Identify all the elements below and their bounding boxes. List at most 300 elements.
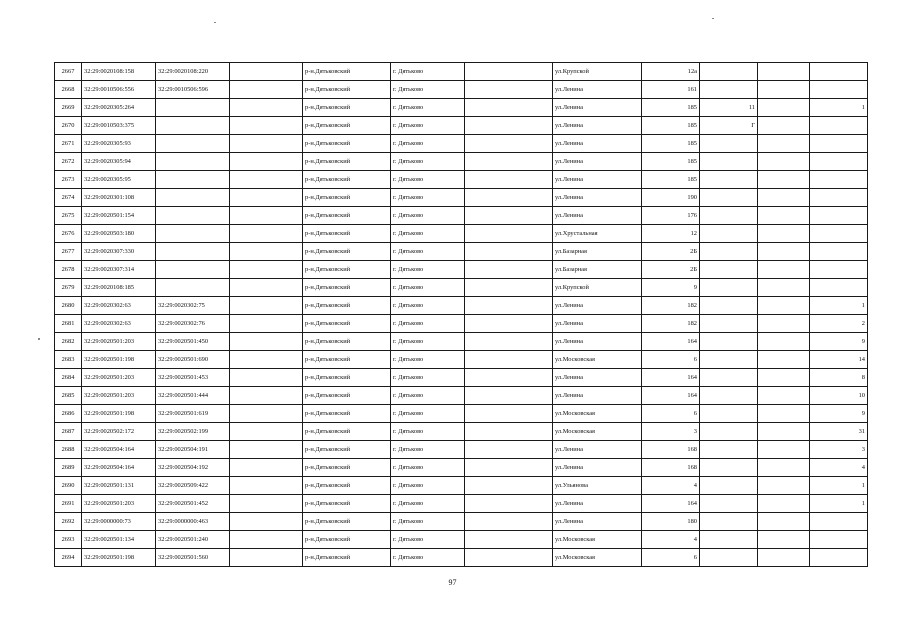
building-number-cell [700,531,758,549]
city-cell: г. Дятьково [391,117,465,135]
empty-cell-cell [230,441,303,459]
street-cell: ул.Ленина [553,135,642,153]
empty-cell-cell [230,279,303,297]
house-number-cell: 6 [642,351,700,369]
empty-cell-cell [230,459,303,477]
district-cell: р-н.Дятьковский [303,423,391,441]
table-row [55,207,868,225]
empty-cell-cell [758,135,810,153]
apartment-number-cell: 1 [810,99,868,117]
house-number-cell: 4 [642,531,700,549]
table-row [55,243,868,261]
empty-cell-cell [465,63,553,81]
district-cell: р-н.Дятьковский [303,189,391,207]
table-row [55,423,868,441]
apartment-number-cell [810,261,868,279]
city-cell: г. Дятьково [391,459,465,477]
district-cell: р-н.Дятьковский [303,153,391,171]
apartment-number-cell [810,279,868,297]
apartment-number-cell: 9 [810,405,868,423]
object-cadastral-number-cell [156,243,230,261]
empty-cell-cell [465,153,553,171]
street-cell: ул.Ленина [553,189,642,207]
apartment-number-cell: 1 [810,297,868,315]
street-cell: ул.Ленина [553,441,642,459]
row-number-cell: 2692 [55,513,82,531]
city-cell: г. Дятьково [391,279,465,297]
city-cell: г. Дятьково [391,477,465,495]
empty-cell-cell [230,369,303,387]
empty-cell-cell [465,135,553,153]
row-number-cell: 2682 [55,333,82,351]
apartment-number-cell: 1 [810,477,868,495]
street-cell: ул.Ленина [553,369,642,387]
empty-cell-cell [465,351,553,369]
table-row [55,63,868,81]
city-cell: г. Дятьково [391,153,465,171]
building-number-cell [700,495,758,513]
table-row [55,171,868,189]
empty-cell-cell [758,63,810,81]
cadastral-number-cell: 32:29:0020501:134 [82,531,156,549]
empty-cell-cell [230,207,303,225]
street-cell: ул.Крупской [553,63,642,81]
house-number-cell: 182 [642,315,700,333]
empty-cell-cell [758,261,810,279]
empty-cell-cell [465,369,553,387]
street-cell: ул.Ленина [553,171,642,189]
object-cadastral-number-cell: 32:29:0020501:560 [156,549,230,567]
empty-cell-cell [758,477,810,495]
cadastral-number-cell: 32:29:0020501:198 [82,351,156,369]
empty-cell-cell [758,495,810,513]
building-number-cell [700,63,758,81]
page-number: 97 [448,578,457,587]
district-cell: р-н.Дятьковский [303,333,391,351]
scan-mark [712,18,714,19]
city-cell: г. Дятьково [391,495,465,513]
empty-cell-cell [758,513,810,531]
apartment-number-cell [810,531,868,549]
building-number-cell: 11 [700,99,758,117]
empty-cell-cell [758,171,810,189]
object-cadastral-number-cell [156,261,230,279]
empty-cell-cell [758,387,810,405]
empty-cell-cell [758,279,810,297]
building-number-cell [700,189,758,207]
empty-cell-cell [230,297,303,315]
city-cell: г. Дятьково [391,225,465,243]
district-cell: р-н.Дятьковский [303,171,391,189]
row-number-cell: 2693 [55,531,82,549]
empty-cell-cell [465,207,553,225]
row-number-cell: 2669 [55,99,82,117]
row-number-cell: 2684 [55,369,82,387]
table-row [55,531,868,549]
house-number-cell: 180 [642,513,700,531]
object-cadastral-number-cell [156,99,230,117]
building-number-cell: Г [700,117,758,135]
city-cell: г. Дятьково [391,315,465,333]
building-number-cell [700,243,758,261]
cadastral-number-cell: 32:29:0020501:203 [82,387,156,405]
object-cadastral-number-cell: 32:29:0020502:199 [156,423,230,441]
records-table [54,62,868,567]
district-cell: р-н.Дятьковский [303,495,391,513]
empty-cell-cell [230,171,303,189]
table-row [55,117,868,135]
apartment-number-cell [810,243,868,261]
object-cadastral-number-cell: 32:29:0020501:619 [156,405,230,423]
district-cell: р-н.Дятьковский [303,135,391,153]
cadastral-number-cell: 32:29:0000000:73 [82,513,156,531]
house-number-cell: 164 [642,495,700,513]
building-number-cell [700,81,758,99]
city-cell: г. Дятьково [391,333,465,351]
table-row [55,153,868,171]
cadastral-number-cell: 32:29:0020501:203 [82,333,156,351]
empty-cell-cell [230,549,303,567]
object-cadastral-number-cell [156,117,230,135]
apartment-number-cell: 31 [810,423,868,441]
house-number-cell: 12а [642,63,700,81]
city-cell: г. Дятьково [391,441,465,459]
street-cell: ул.Ульянова [553,477,642,495]
building-number-cell [700,171,758,189]
table-row [55,297,868,315]
table-row [55,369,868,387]
city-cell: г. Дятьково [391,207,465,225]
district-cell: р-н.Дятьковский [303,99,391,117]
cadastral-number-cell: 32:29:0020305:95 [82,171,156,189]
cadastral-number-cell: 32:29:0020301:108 [82,189,156,207]
row-number-cell: 2683 [55,351,82,369]
empty-cell-cell [465,531,553,549]
city-cell: г. Дятьково [391,297,465,315]
object-cadastral-number-cell [156,279,230,297]
apartment-number-cell [810,189,868,207]
street-cell: ул.Ленина [553,459,642,477]
empty-cell-cell [758,207,810,225]
empty-cell-cell [465,225,553,243]
building-number-cell [700,387,758,405]
district-cell: р-н.Дятьковский [303,549,391,567]
house-number-cell: 190 [642,189,700,207]
row-number-cell: 2681 [55,315,82,333]
empty-cell-cell [758,315,810,333]
house-number-cell: 6 [642,405,700,423]
row-number-cell: 2679 [55,279,82,297]
cadastral-number-cell: 32:29:0020108:185 [82,279,156,297]
row-number-cell: 2687 [55,423,82,441]
building-number-cell [700,477,758,495]
house-number-cell: 2Б [642,243,700,261]
object-cadastral-number-cell: 32:29:0020501:452 [156,495,230,513]
district-cell: р-н.Дятьковский [303,315,391,333]
apartment-number-cell: 9 [810,333,868,351]
district-cell: р-н.Дятьковский [303,531,391,549]
object-cadastral-number-cell: 32:29:0020302:76 [156,315,230,333]
empty-cell-cell [230,495,303,513]
table-row [55,315,868,333]
cadastral-number-cell: 32:29:0020305:93 [82,135,156,153]
street-cell: ул.Крупской [553,279,642,297]
apartment-number-cell: 4 [810,459,868,477]
empty-cell-cell [758,297,810,315]
table-row [55,279,868,297]
district-cell: р-н.Дятьковский [303,405,391,423]
cadastral-number-cell: 32:29:0020501:131 [82,477,156,495]
table-row [55,99,868,117]
table-row [55,261,868,279]
cadastral-number-cell: 32:29:0020502:172 [82,423,156,441]
city-cell: г. Дятьково [391,549,465,567]
empty-cell-cell [230,405,303,423]
object-cadastral-number-cell: 32:29:0020501:240 [156,531,230,549]
building-number-cell [700,315,758,333]
row-number-cell: 2691 [55,495,82,513]
scan-mark [214,22,216,23]
empty-cell-cell [465,513,553,531]
city-cell: г. Дятьково [391,261,465,279]
row-number-cell: 2685 [55,387,82,405]
building-number-cell [700,297,758,315]
apartment-number-cell [810,549,868,567]
empty-cell-cell [230,63,303,81]
table-row [55,495,868,513]
empty-cell-cell [465,297,553,315]
empty-cell-cell [230,99,303,117]
street-cell: ул.Базарная [553,261,642,279]
city-cell: г. Дятьково [391,369,465,387]
table-row [55,387,868,405]
city-cell: г. Дятьково [391,171,465,189]
empty-cell-cell [758,225,810,243]
building-number-cell [700,153,758,171]
district-cell: р-н.Дятьковский [303,441,391,459]
apartment-number-cell [810,135,868,153]
district-cell: р-н.Дятьковский [303,297,391,315]
object-cadastral-number-cell: 32:29:0010506:596 [156,81,230,99]
city-cell: г. Дятьково [391,189,465,207]
building-number-cell [700,423,758,441]
city-cell: г. Дятьково [391,81,465,99]
empty-cell-cell [230,189,303,207]
empty-cell-cell [465,261,553,279]
cadastral-number-cell: 32:29:0020503:180 [82,225,156,243]
object-cadastral-number-cell [156,207,230,225]
apartment-number-cell [810,117,868,135]
street-cell: ул.Московская [553,405,642,423]
cadastral-number-cell: 32:29:0020501:198 [82,405,156,423]
row-number-cell: 2678 [55,261,82,279]
cadastral-number-cell: 32:29:0020108:158 [82,63,156,81]
building-number-cell [700,351,758,369]
empty-cell-cell [758,333,810,351]
cadastral-number-cell: 32:29:0020504:164 [82,441,156,459]
city-cell: г. Дятьково [391,405,465,423]
city-cell: г. Дятьково [391,423,465,441]
district-cell: р-н.Дятьковский [303,261,391,279]
building-number-cell [700,405,758,423]
house-number-cell: 9 [642,279,700,297]
apartment-number-cell [810,153,868,171]
district-cell: р-н.Дятьковский [303,63,391,81]
house-number-cell: 161 [642,81,700,99]
building-number-cell [700,279,758,297]
street-cell: ул.Ленина [553,297,642,315]
house-number-cell: 185 [642,171,700,189]
row-number-cell: 2676 [55,225,82,243]
table-row [55,189,868,207]
table-row [55,459,868,477]
object-cadastral-number-cell: 32:29:0000000:463 [156,513,230,531]
house-number-cell: 182 [642,297,700,315]
apartment-number-cell [810,63,868,81]
empty-cell-cell [230,135,303,153]
cadastral-number-cell: 32:29:0020305:94 [82,153,156,171]
object-cadastral-number-cell: 32:29:0020501:444 [156,387,230,405]
row-number-cell: 2674 [55,189,82,207]
object-cadastral-number-cell [156,135,230,153]
apartment-number-cell: 14 [810,351,868,369]
table-row [55,351,868,369]
street-cell: ул.Хрустальная [553,225,642,243]
building-number-cell [700,549,758,567]
apartment-number-cell [810,225,868,243]
empty-cell-cell [465,315,553,333]
empty-cell-cell [758,81,810,99]
street-cell: ул.Ленина [553,117,642,135]
empty-cell-cell [230,261,303,279]
building-number-cell [700,369,758,387]
object-cadastral-number-cell: 32:29:0020501:450 [156,333,230,351]
street-cell: ул.Ленина [553,333,642,351]
cadastral-number-cell: 32:29:0010506:556 [82,81,156,99]
object-cadastral-number-cell: 32:29:0020501:453 [156,369,230,387]
empty-cell-cell [465,387,553,405]
empty-cell-cell [230,531,303,549]
object-cadastral-number-cell: 32:29:0020108:220 [156,63,230,81]
city-cell: г. Дятьково [391,351,465,369]
empty-cell-cell [230,513,303,531]
street-cell: ул.Московская [553,549,642,567]
empty-cell-cell [465,441,553,459]
city-cell: г. Дятьково [391,135,465,153]
building-number-cell [700,333,758,351]
city-cell: г. Дятьково [391,513,465,531]
street-cell: ул.Ленина [553,81,642,99]
city-cell: г. Дятьково [391,243,465,261]
object-cadastral-number-cell [156,189,230,207]
object-cadastral-number-cell [156,225,230,243]
empty-cell-cell [230,315,303,333]
apartment-number-cell: 10 [810,387,868,405]
row-number-cell: 2668 [55,81,82,99]
street-cell: ул.Базарная [553,243,642,261]
district-cell: р-н.Дятьковский [303,207,391,225]
house-number-cell: 168 [642,441,700,459]
building-number-cell [700,261,758,279]
empty-cell-cell [465,477,553,495]
apartment-number-cell: 8 [810,369,868,387]
empty-cell-cell [465,189,553,207]
table-row [55,333,868,351]
building-number-cell [700,135,758,153]
empty-cell-cell [465,423,553,441]
empty-cell-cell [758,405,810,423]
object-cadastral-number-cell [156,153,230,171]
empty-cell-cell [758,243,810,261]
table-row [55,513,868,531]
empty-cell-cell [758,423,810,441]
cadastral-number-cell: 32:29:0020501:154 [82,207,156,225]
cadastral-number-cell: 32:29:0020501:203 [82,495,156,513]
district-cell: р-н.Дятьковский [303,279,391,297]
street-cell: ул.Ленина [553,495,642,513]
street-cell: ул.Ленина [553,153,642,171]
empty-cell-cell [465,171,553,189]
empty-cell-cell [758,549,810,567]
empty-cell-cell [465,243,553,261]
street-cell: ул.Ленина [553,387,642,405]
table-row [55,441,868,459]
house-number-cell: 2Б [642,261,700,279]
house-number-cell: 168 [642,459,700,477]
house-number-cell: 4 [642,477,700,495]
house-number-cell: 164 [642,369,700,387]
empty-cell-cell [758,117,810,135]
empty-cell-cell [758,369,810,387]
empty-cell-cell [230,81,303,99]
building-number-cell [700,207,758,225]
district-cell: р-н.Дятьковский [303,225,391,243]
scan-mark [38,338,40,340]
apartment-number-cell [810,81,868,99]
empty-cell-cell [230,225,303,243]
apartment-number-cell: 3 [810,441,868,459]
house-number-cell: 185 [642,99,700,117]
apartment-number-cell [810,171,868,189]
house-number-cell: 164 [642,333,700,351]
row-number-cell: 2672 [55,153,82,171]
object-cadastral-number-cell: 32:29:0020501:690 [156,351,230,369]
district-cell: р-н.Дятьковский [303,117,391,135]
city-cell: г. Дятьково [391,531,465,549]
apartment-number-cell [810,513,868,531]
object-cadastral-number-cell: 32:29:0020504:191 [156,441,230,459]
row-number-cell: 2686 [55,405,82,423]
house-number-cell: 164 [642,387,700,405]
row-number-cell: 2675 [55,207,82,225]
row-number-cell: 2670 [55,117,82,135]
table-row [55,135,868,153]
cadastral-number-cell: 32:29:0020302:63 [82,315,156,333]
district-cell: р-н.Дятьковский [303,243,391,261]
empty-cell-cell [230,351,303,369]
row-number-cell: 2677 [55,243,82,261]
building-number-cell [700,459,758,477]
district-cell: р-н.Дятьковский [303,387,391,405]
empty-cell-cell [758,99,810,117]
empty-cell-cell [230,387,303,405]
cadastral-number-cell: 32:29:0020307:330 [82,243,156,261]
district-cell: р-н.Дятьковский [303,81,391,99]
empty-cell-cell [230,477,303,495]
apartment-number-cell: 2 [810,315,868,333]
empty-cell-cell [465,405,553,423]
row-number-cell: 2688 [55,441,82,459]
